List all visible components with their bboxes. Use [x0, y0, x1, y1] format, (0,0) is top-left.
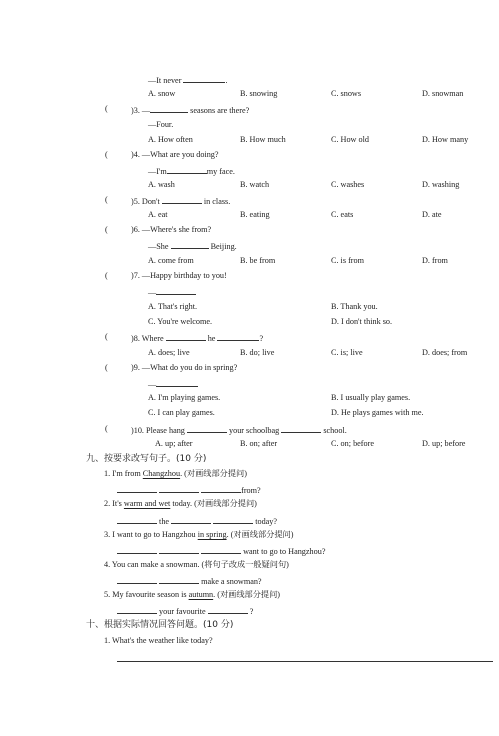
- s9-ans2-blank-1[interactable]: [117, 515, 157, 524]
- q3-blank[interactable]: [150, 104, 188, 113]
- q3-option-a: A. How often: [148, 135, 193, 144]
- q8-qmark: ?: [259, 334, 264, 343]
- q10-text-c: school.: [323, 426, 347, 435]
- s9-item4: 4. You can make a snowman. (将句子改成一般疑问句): [104, 560, 289, 569]
- q2-option-b: B. snowing: [240, 89, 278, 98]
- q6-text2a: —She: [148, 242, 169, 251]
- q2-option-a: A. snow: [148, 89, 176, 98]
- q5-blank[interactable]: [162, 195, 202, 204]
- q9-option-c: C. I can play games.: [148, 408, 215, 417]
- q2-option-d: D. snowman: [422, 89, 464, 98]
- q3-option-c: C. How old: [331, 135, 369, 144]
- s10-answer-line[interactable]: [117, 661, 493, 662]
- s9-ans2-the: the: [159, 517, 170, 526]
- q9-blank[interactable]: [156, 378, 198, 387]
- q10-blank-2[interactable]: [281, 424, 321, 433]
- s9-ans4-blank-2[interactable]: [159, 575, 199, 584]
- q4-paren: (: [105, 150, 108, 159]
- s9-ans5-end: ?: [249, 607, 254, 616]
- q7-number: )7.: [131, 271, 140, 280]
- s9-ans1-end: from?: [241, 486, 261, 495]
- s9-ans2-blank-2[interactable]: [171, 515, 211, 524]
- q8-blank-1[interactable]: [166, 332, 206, 341]
- s9-ans3: [117, 545, 325, 557]
- q10-option-a: A. up; after: [155, 439, 193, 448]
- q9-text: —What do you do in spring?: [141, 363, 238, 372]
- s9-ans3-blank-1[interactable]: [117, 545, 157, 554]
- s9-ans5-blank-2[interactable]: [208, 605, 248, 614]
- q5-option-a: A. eat: [148, 210, 168, 219]
- q4-text2b: my face.: [206, 167, 235, 176]
- q10-text-b: your schoolbag: [229, 426, 280, 435]
- s9-ans1: [117, 484, 261, 496]
- q4-option-a: A. wash: [148, 180, 175, 189]
- q3-dash: —: [141, 106, 151, 115]
- q10-number: )10.: [131, 426, 144, 435]
- q10-option-c: C. on; before: [331, 439, 374, 448]
- q8-number: )8.: [131, 334, 140, 343]
- s9-ans4-blank-1[interactable]: [117, 575, 157, 584]
- q6-option-a: A. come from: [148, 256, 194, 265]
- q6-number: )6.: [131, 225, 140, 234]
- s9-item5-post: . (对画线部分提问): [213, 590, 281, 599]
- q8-option-d: D. does; from: [422, 348, 468, 357]
- s9-item3-underlined: in spring: [197, 530, 227, 539]
- s9-ans3-end: want to go to Hangzhou?: [243, 547, 326, 556]
- q4-text2a: —I'm: [148, 167, 167, 176]
- q10-option-d: D. up; before: [422, 439, 466, 448]
- q6-blank[interactable]: [171, 240, 209, 249]
- q9-option-a: A. I'm playing games.: [148, 393, 221, 402]
- q8-text-b: he: [207, 334, 216, 343]
- q4-text: —What are you doing?: [141, 150, 219, 159]
- q2-blank[interactable]: [183, 74, 228, 85]
- q7-option-c: C. You're welcome.: [148, 317, 213, 326]
- s9-item1-underlined: Changzhou: [142, 469, 181, 478]
- q5-line: [131, 195, 230, 207]
- s9-ans2-blank-3[interactable]: [213, 515, 253, 524]
- s9-item3: [104, 530, 293, 540]
- s9-ans5: [117, 605, 253, 617]
- s9-item5-underlined: autumn: [188, 590, 214, 599]
- s9-ans1-blank-1[interactable]: [117, 484, 157, 493]
- s9-item1: [104, 469, 247, 479]
- section9-title: 九、按要求改写句子。(10 分): [86, 454, 207, 464]
- q7-option-a: A. That's right.: [148, 302, 198, 311]
- q6-paren: (: [105, 225, 108, 234]
- q7-paren: (: [105, 271, 108, 280]
- q9-option-b: B. I usually play games.: [331, 393, 411, 402]
- q5-text-b: in class.: [203, 197, 231, 206]
- s9-ans4-end: make a snowman?: [201, 577, 262, 586]
- s9-ans1-blank-3[interactable]: [201, 484, 241, 493]
- q7-blank[interactable]: [156, 286, 196, 295]
- q3-answer: —Four.: [148, 120, 174, 129]
- q8-option-a: A. does; live: [148, 348, 190, 357]
- q5-option-b: B. eating: [240, 210, 270, 219]
- s9-ans2: [117, 515, 277, 527]
- q6-option-b: B. be from: [240, 256, 276, 265]
- s9-item2-pre: 2. It's: [104, 499, 124, 508]
- q7-option-d: D. I don't think so.: [331, 317, 393, 326]
- q4-option-d: D. washing: [422, 180, 460, 189]
- q9-paren: (: [105, 363, 108, 372]
- q5-number: )5.: [131, 197, 140, 206]
- q10-blank-1[interactable]: [187, 424, 227, 433]
- q8-text-a: Where: [141, 334, 164, 343]
- q4-option-b: B. watch: [240, 180, 270, 189]
- q8-blank-2[interactable]: [217, 332, 259, 341]
- q4-option-c: C. washes: [331, 180, 365, 189]
- s9-item5: [104, 590, 280, 600]
- q3-text: seasons are there?: [190, 106, 250, 115]
- q10-paren: (: [105, 424, 108, 433]
- s9-item3-pre: 3. I want to go to Hangzhou: [104, 530, 198, 539]
- q3-option-d: D. How many: [422, 135, 469, 144]
- q9-answer-line: [148, 378, 198, 390]
- q5-option-d: D. ate: [422, 210, 442, 219]
- s9-ans3-blank-2[interactable]: [159, 545, 199, 554]
- q10-line: [131, 424, 347, 436]
- q2-period: .: [225, 76, 228, 85]
- s9-item1-post: . (对画线部分提问): [180, 469, 247, 478]
- s9-item5-pre: 5. My favourite season is: [104, 590, 189, 599]
- q5-text-a: Don't: [141, 197, 160, 206]
- s9-item2: [104, 499, 257, 509]
- q2-option-c: C. snows: [331, 89, 362, 98]
- q7-dash: —: [148, 288, 157, 297]
- q2-text: —It never: [148, 76, 182, 85]
- s9-ans5-blank-1[interactable]: [117, 605, 157, 614]
- q5-option-c: C. eats: [331, 210, 354, 219]
- q8-line: [131, 332, 263, 344]
- q7-line: [131, 271, 227, 281]
- q7-option-b: B. Thank you.: [331, 302, 378, 311]
- q6-option-d: D. from: [422, 256, 448, 265]
- q7-answer-line: [148, 286, 196, 298]
- s10-q1: 1. What's the weather like today?: [104, 636, 213, 645]
- q3-number: )3.: [131, 106, 140, 115]
- q10-option-b: B. on; after: [240, 439, 278, 448]
- q10-text-a: Please hang: [146, 426, 185, 435]
- q9-number: )9.: [131, 363, 140, 372]
- q2-line: [148, 74, 228, 86]
- q3-line: [131, 104, 249, 116]
- q9-dash: —: [148, 380, 157, 389]
- s9-item2-post: today. (对画线部分提问): [170, 499, 257, 508]
- q8-option-b: B. do; live: [240, 348, 275, 357]
- q4-line2: [148, 165, 235, 177]
- s9-item3-post: . (对画线部分提问): [226, 530, 294, 539]
- q6-text: —Where's she from?: [141, 225, 212, 234]
- q8-option-c: C. is; live: [331, 348, 363, 357]
- q6-text2b: Beijing.: [210, 242, 237, 251]
- s9-ans1-blank-2[interactable]: [159, 484, 199, 493]
- s9-item2-underlined: warm and wet: [123, 499, 171, 508]
- q9-option-d: D. He plays games with me.: [331, 408, 424, 417]
- s9-ans3-blank-3[interactable]: [201, 545, 241, 554]
- q6-line: [131, 225, 211, 235]
- q4-blank[interactable]: [167, 165, 207, 174]
- q7-text: —Happy birthday to you!: [141, 271, 227, 280]
- q3-option-b: B. How much: [240, 135, 286, 144]
- q5-paren: (: [105, 195, 108, 204]
- s9-ans2-end: today?: [255, 517, 278, 526]
- q6-option-c: C. is from: [331, 256, 364, 265]
- s9-ans4: [117, 575, 262, 587]
- q6-line2: [148, 240, 237, 252]
- q4-number: )4.: [131, 150, 140, 159]
- q3-paren: (: [105, 104, 108, 113]
- s9-ans5-mid: your favourite: [159, 607, 206, 616]
- q4-line: [131, 150, 219, 160]
- section10-title: 十、根据实际情况回答问题。(10 分): [86, 620, 234, 630]
- q8-paren: (: [105, 332, 108, 341]
- s9-item1-pre: 1. I'm from: [104, 469, 143, 478]
- q9-line: [131, 363, 237, 373]
